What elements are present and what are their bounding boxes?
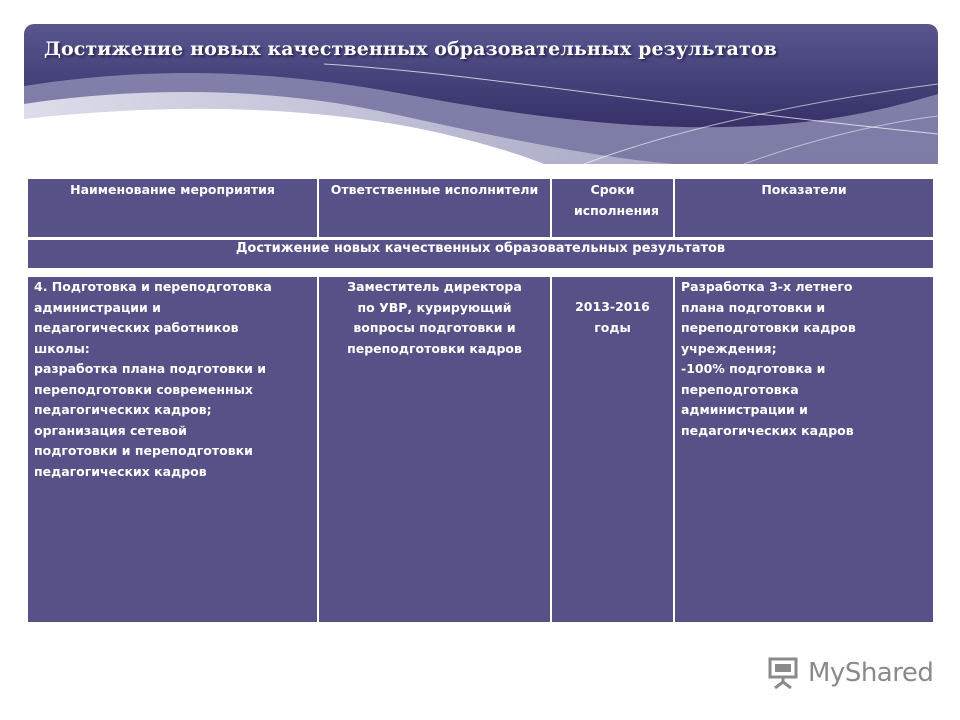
watermark-text: MyShared: [808, 658, 934, 688]
header-responsible: Ответственные исполнители: [319, 179, 550, 237]
header-activity: Наименование мероприятия: [28, 179, 317, 237]
presentation-board-icon: [766, 656, 800, 690]
header-deadline: Сроки исполнения: [552, 179, 673, 237]
deadline-cell: 2013-2016 годы: [552, 277, 673, 622]
header-indicators: Показатели: [675, 179, 933, 237]
section-title-row: Достижение новых качественных образовательных результатов: [28, 240, 933, 268]
myshared-logo: [766, 654, 936, 694]
responsible-cell: Заместитель директора по УВР, курирующий вопросы подготовки и переподготовки кадров: [319, 277, 550, 622]
title-banner: [24, 24, 938, 164]
activity-cell: 4. Подготовка и переподготовка администрации и педагогических работников школы: разработка плана подготовки и переподготовки современных педагогических кадров; организация сетевой подготовки и переподготовки педагогических кадров: [28, 277, 317, 622]
slide-title: Достижение новых качественных образовательных результатов: [44, 38, 777, 60]
indicators-cell: Разработка 3-х летнего плана подготовки и переподготовки кадров учреждения; -100% подготовка и переподготовка администрации и педагогических кадров: [675, 277, 933, 622]
